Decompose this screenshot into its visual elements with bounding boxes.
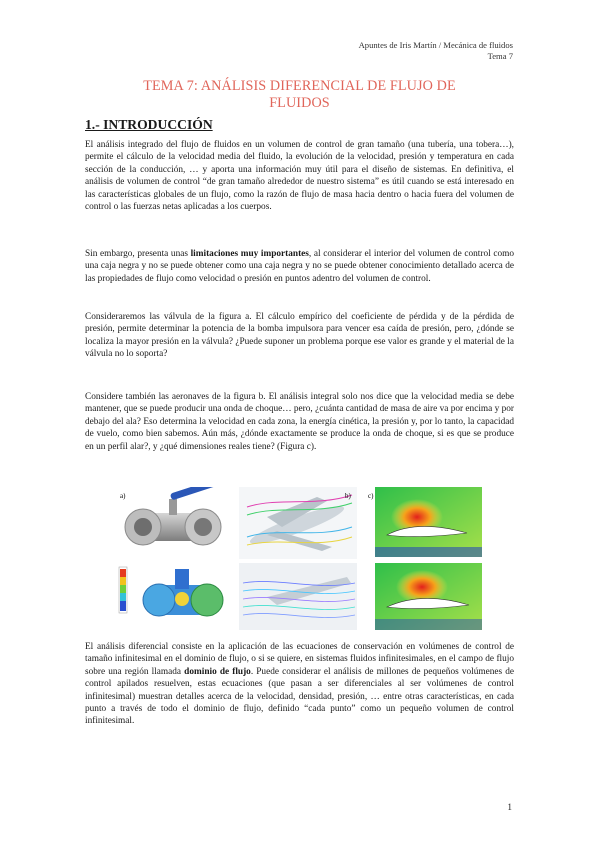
figure-composite <box>117 487 482 630</box>
header-author-subject: Apuntes de Iris Martín / Mecánica de fluidos <box>358 40 513 50</box>
paragraph-5-text-a: El análisis diferencial consiste en la aplicación de las ecuaciones de conservación en volúmenes de control de tamaño infinitesimal en el dominio de flujo, o si se quiere, en sistemas fluidos infinitesimales, en el campo de flujo sobre una región llamada <box>85 642 514 677</box>
aircraft-streamlines-image <box>239 563 357 630</box>
figure-image <box>117 487 482 630</box>
paragraph-2 <box>85 248 514 285</box>
airfoil-pressure-image-bottom <box>375 563 482 630</box>
airfoil-pressure-image-top <box>375 487 482 557</box>
paragraph-2-text-c: , al considerar el interior del volumen de control como una caja negra y no se puede obtener como una caja negra y no se puede obtener conocimiento detallado acerca de las propiedades de flujo como velocidad o presión en puntos adentro del volumen de control. <box>85 249 514 284</box>
valve-stress-image <box>117 563 229 630</box>
figure-label-a: a) <box>120 492 126 500</box>
valve-image <box>117 487 229 559</box>
paragraph-4: Considere también las aeronaves de la figura b. El análisis integral solo nos dice que la velocidad media se debe mantener, que se puede producir una onda de choque… pero, ¿cuánta cantidad de masa de aire va por encima y por debajo del ala? Eso determina la velocidad en cada zona, la energía cinética, la presión y, por lo tanto, la capacidad de vuelo, como bien sabemos. Aún más, ¿dónde exactamente se produce la onda de choque, si es que se produce en un perfil alar?, y ¿qué dimensiones reales tiene? (Figura c). <box>85 392 514 452</box>
header-topic: Tema 7 <box>487 51 513 61</box>
chapter-title-line2: FLUIDOS <box>269 95 330 111</box>
paragraph-5 <box>85 641 514 728</box>
paragraph-2-text-a: Sin embargo, presenta unas <box>85 249 191 259</box>
page-number: 1 <box>507 803 512 813</box>
aircraft-image <box>239 487 357 559</box>
paragraph-5-text-c: . Puede considerar el análisis de millones de pequeños volúmenes de control apilados resuelven, estas ecuaciones (que pasan a ser diferenciales al ser volúmenes de control infinitesimal) muestran detalles acerca de la velocidad, densidad, presión, … entre otras características, en cada punto a través de todo el dominio de flujo, definido “cada punto” como un pequeño volumen de control infinitesimal. <box>85 666 514 727</box>
paragraph-1: El análisis integrado del flujo de fluidos en un volumen de control de gran tamaño (una tubería, una tobera…), permite el cálculo de la velocidad media del fluido, la evolución de la velocidad, presión y temperatura en cada sección de la conducción, … y aporta una información muy útil para el diseño de sistemas. En definitiva, el análisis de volumen de control “de gran tamaño alrededor de nuestro sistema” es útil cuando se está interesado en las características globales de un flujo, como la razón de flujo de masa hacia dentro o hacia fuera del volumen de control o las fuerzas netas aplicadas a los cuerpos. <box>85 140 514 213</box>
paragraph-5-bold: dominio de flujo <box>184 666 251 677</box>
paragraph-2-bold: limitaciones muy importantes <box>190 249 309 259</box>
running-header <box>359 40 513 62</box>
figure-label-c: c) <box>368 492 374 500</box>
chapter-title-line1: TEMA 7: ANÁLISIS DIFERENCIAL DE FLUJO DE <box>143 78 456 94</box>
chapter-title <box>80 78 519 112</box>
section-heading: 1.- INTRODUCCIÓN <box>85 117 213 132</box>
figure-label-b: b) <box>345 492 351 500</box>
paragraph-3: Consideraremos las válvula de la figura a. El cálculo empírico del coeficiente de pérdida y de la pérdida de presión, permite determinar la potencia de la bomba impulsora para vencer esa caída de presión, pero, ¿dónde se localiza la mayor presión en la válvula? ¿Puede suponer un problema porque ese valor es grande y el material de la válvula no lo soporta? <box>85 312 514 360</box>
